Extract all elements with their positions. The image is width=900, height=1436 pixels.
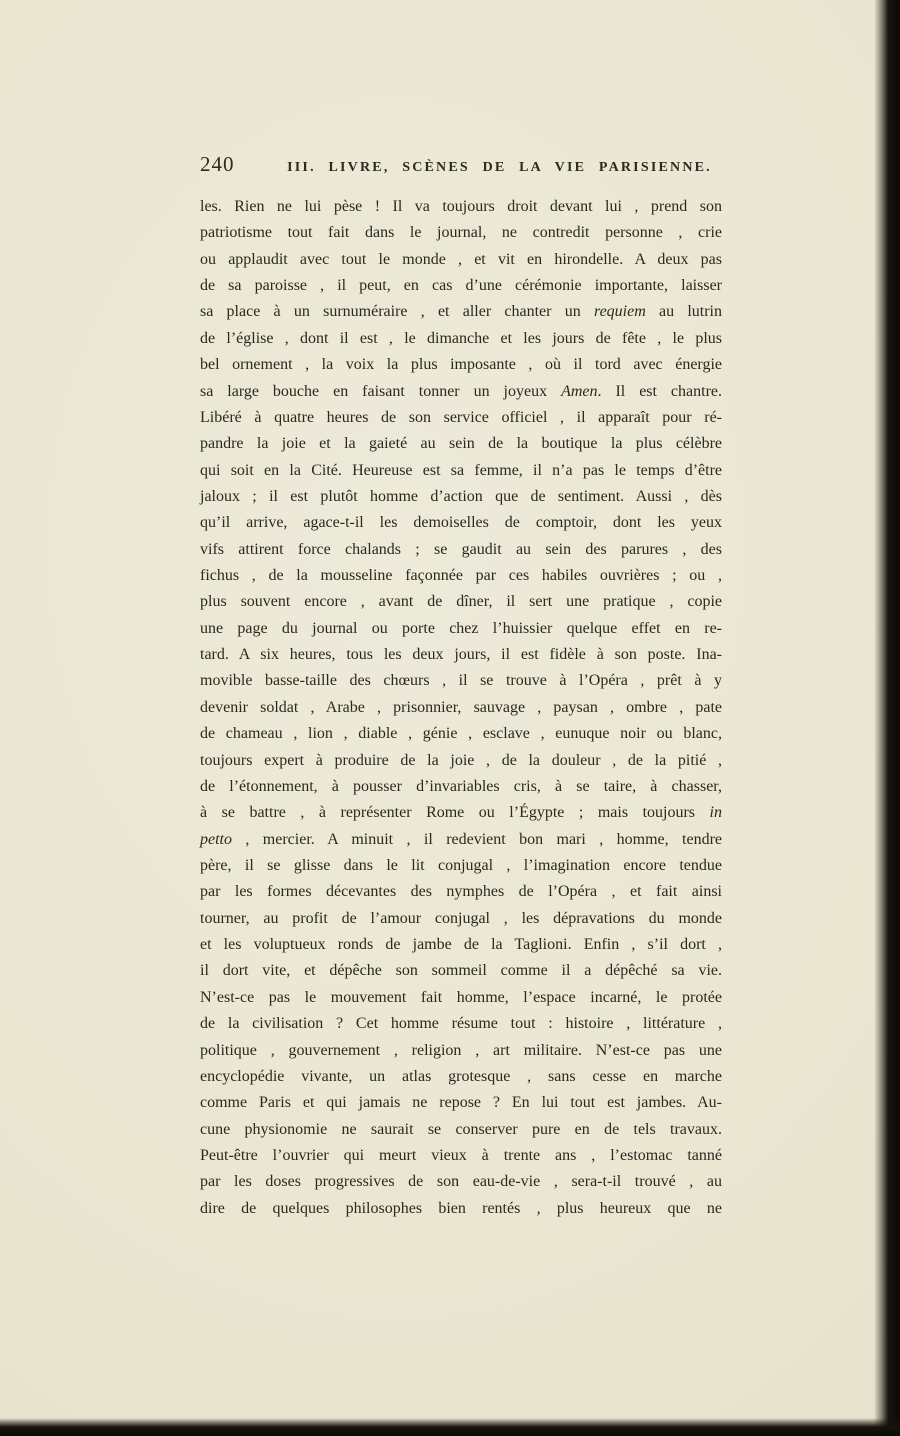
text-line: par les doses progressives de son eau-de-vie , sera-t-il trouvé , au [200,1173,722,1191]
text-line: sa large bouche en faisant tonner un joyeux Amen. Il est chantre. [200,382,723,400]
text-line: toujours expert à produire de la joie , de la douleur , de la pitié , [200,751,722,769]
page-text [200,194,722,1222]
text-line: pandre la joie et la gaieté au sein de la boutique la plus célèbre [200,435,722,453]
text-line: bel ornement , la voix la plus imposante , où il tord avec énergie [200,356,722,374]
text-line: vifs attirent force chalands ; se gaudit au sein des parures , des [200,540,722,558]
text-line: de l’étonnement, à pousser d’invariables cris, à se taire, à chasser, [200,777,722,795]
text-line: tard. A six heures, tous les deux jours, il est fidèle à son poste. Ina- [200,646,722,664]
page-number: 240 [200,152,235,176]
text-line: Peut-être l’ouvrier qui meurt vieux à trente ans , l’estomac tanné [200,1146,722,1164]
text-line: plus souvent encore , avant de dîner, il sert une pratique , copie [200,593,722,611]
text-line: fichus , de la mousseline façonnée par ces habiles ouvrières ; ou , [200,567,722,585]
text-line: de l’église , dont il est , le dimanche et les jours de fête , le plus [200,329,722,347]
text-line: movible basse-taille des chœurs , il se trouve à l’Opéra , prêt à y [200,672,722,690]
text-line: petto , mercier. A minuit , il redevient bon mari , homme, tendre [200,830,722,848]
text-line: qu’il arrive, agace-t-il les demoiselles de comptoir, dont les yeux [200,514,722,532]
text-line: tourner, au profit de l’amour conjugal , les dépravations du monde [200,909,722,927]
text-line: encyclopédie vivante, un atlas grotesque , sans cesse en marche [200,1067,722,1085]
text-line: politique , gouvernement , religion , art militaire. N’est-ce pas une [200,1041,722,1059]
text-line: père, il se glisse dans le lit conjugal , l’imagination encore tendue [200,856,722,874]
text-line: N’est-ce pas le mouvement fait homme, l’espace incarné, le protée [200,988,722,1006]
text-line: devenir soldat , Arabe , prisonnier, sauvage , paysan , ombre , pate [200,698,722,716]
text-line: de sa paroisse , il peut, en cas d’une cérémonie importante, laisser [200,277,722,295]
text-line: qui soit en la Cité. Heureuse est sa femme, il n’a pas le temps d’être [200,461,722,479]
text-line: il dort vite, et dépêche son sommeil comme il a dépêché sa vie. [200,962,722,980]
text-line: à se battre , à représenter Rome ou l’Égypte ; mais toujours in [200,804,722,822]
text-line: par les formes décevantes des nymphes de l’Opéra , et fait ainsi [200,883,722,901]
running-title: III. LIVRE, SCÈNES DE LA VIE PARISIENNE. [287,160,712,175]
text-line: patriotisme tout fait dans le journal, ne contredit personne , crie [200,224,722,242]
text-line: une page du journal ou porte chez l’huissier quelque effet en re- [200,619,722,637]
text-line: comme Paris et qui jamais ne repose ? En lui tout est jambes. Au- [200,1094,722,1112]
page-header [200,152,722,177]
text-line: ou applaudit avec tout le monde , et vit en hirondelle. A deux pas [200,250,722,268]
text-line: cune physionomie ne saurait se conserver pure en de tels travaux. [200,1120,722,1138]
text-line: jaloux ; il est plutôt homme d’action que de sentiment. Aussi , dès [200,487,722,505]
text-line: de chameau , lion , diable , génie , esclave , eunuque noir ou blanc, [200,725,722,743]
text-line: dire de quelques philosophes bien rentés , plus heureux que ne [200,1199,722,1217]
text-line: Libéré à quatre heures de son service officiel , il apparaît pour ré- [200,408,722,426]
text-line: sa place à un surnuméraire , et aller chanter un requiem au lutrin [200,303,723,321]
text-line: les. Rien ne lui pèse ! Il va toujours droit devant lui , prend son [200,198,722,215]
text-line: et les voluptueux ronds de jambe de la Taglioni. Enfin , s’il dort , [200,936,722,954]
text-line: de la civilisation ? Cet homme résume tout : histoire , littérature , [200,1015,722,1033]
